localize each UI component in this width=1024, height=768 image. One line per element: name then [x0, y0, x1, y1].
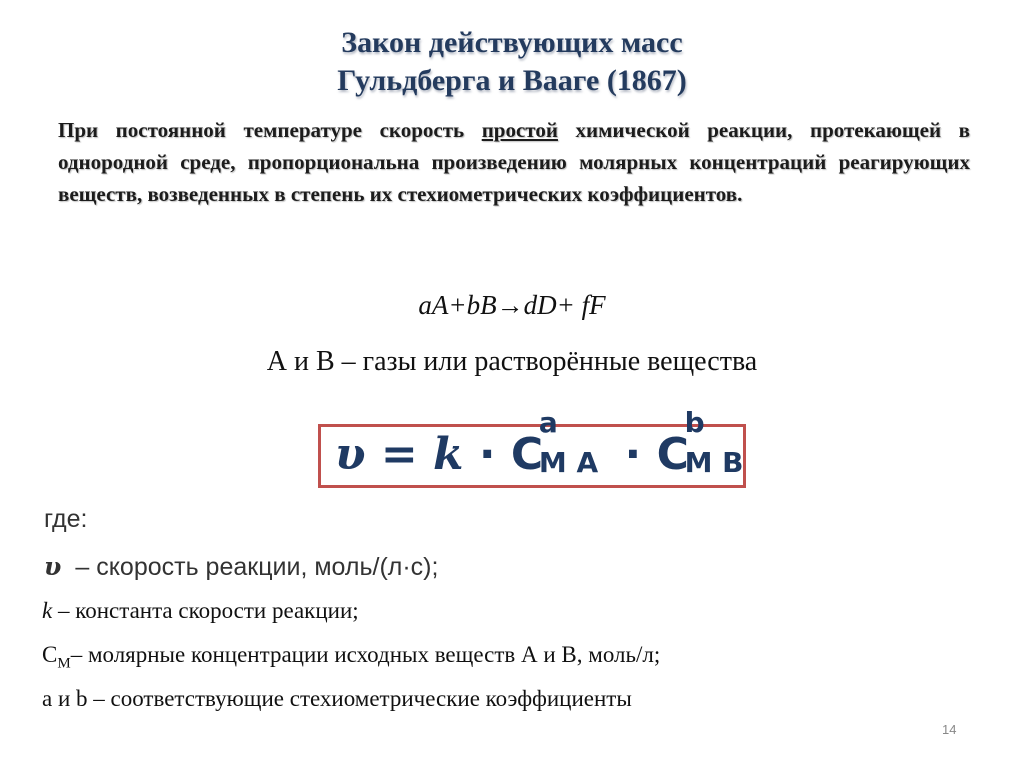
law-underlined-word: простой	[481, 118, 558, 142]
formula-c-a: C	[510, 429, 544, 480]
formula-exponent-b: b	[684, 406, 705, 439]
page-number: 14	[942, 722, 957, 737]
definition-rate	[44, 552, 438, 582]
where-label: где:	[44, 505, 88, 533]
law-statement	[58, 114, 970, 210]
formula-c-b: C	[656, 429, 689, 480]
formula-equals: =	[365, 429, 434, 480]
k-symbol: k	[42, 598, 53, 623]
definition-cm	[42, 642, 660, 673]
formula-subscript-a: M A	[538, 446, 599, 479]
rate-definition: – скорость реакции, моль/(л·с);	[75, 553, 439, 581]
formula-exponent-a: a	[538, 406, 558, 439]
rate-formula-box	[318, 406, 746, 488]
cm-subscript: M	[57, 655, 71, 672]
gases-note: А и В – газы или растворённые вещества	[266, 346, 758, 377]
formula-dot-2: ·	[609, 429, 657, 480]
title-line-1: Закон действующих масс	[341, 26, 683, 59]
definition-coefficients: a и b – соответствующие стехиометрические коэффициенты	[42, 686, 632, 711]
formula-rate-symbol: υ	[335, 429, 366, 480]
slide-title	[180, 24, 844, 100]
k-definition: – константа скорости реакции;	[52, 598, 359, 623]
law-text-part-2: химической реакции, протекающей в однородной среде, пропорциональна произведению молярных концентраций реагирующих веществ, возведенных в степень их стехиометрических коэффициентов.	[58, 118, 970, 206]
formula-concentration-a	[510, 406, 599, 487]
formula-dot-1: ·	[463, 429, 511, 480]
reaction-equation: aA+bB→dD+ fF	[418, 290, 606, 320]
definition-k	[42, 598, 359, 624]
cm-symbol: C	[42, 642, 58, 667]
law-text-part-1: При постоянной температуре скорость	[58, 118, 482, 142]
formula-subscript-b: M B	[684, 446, 744, 479]
rate-formula	[335, 406, 744, 487]
rate-symbol: υ	[44, 552, 62, 581]
formula-k: k	[433, 429, 464, 480]
title-line-2: Гульдберга и Вааге (1867)	[337, 64, 687, 97]
cm-definition: – молярные концентрации исходных веществ А и В, моль/л;	[70, 642, 661, 667]
formula-concentration-b	[656, 406, 744, 487]
